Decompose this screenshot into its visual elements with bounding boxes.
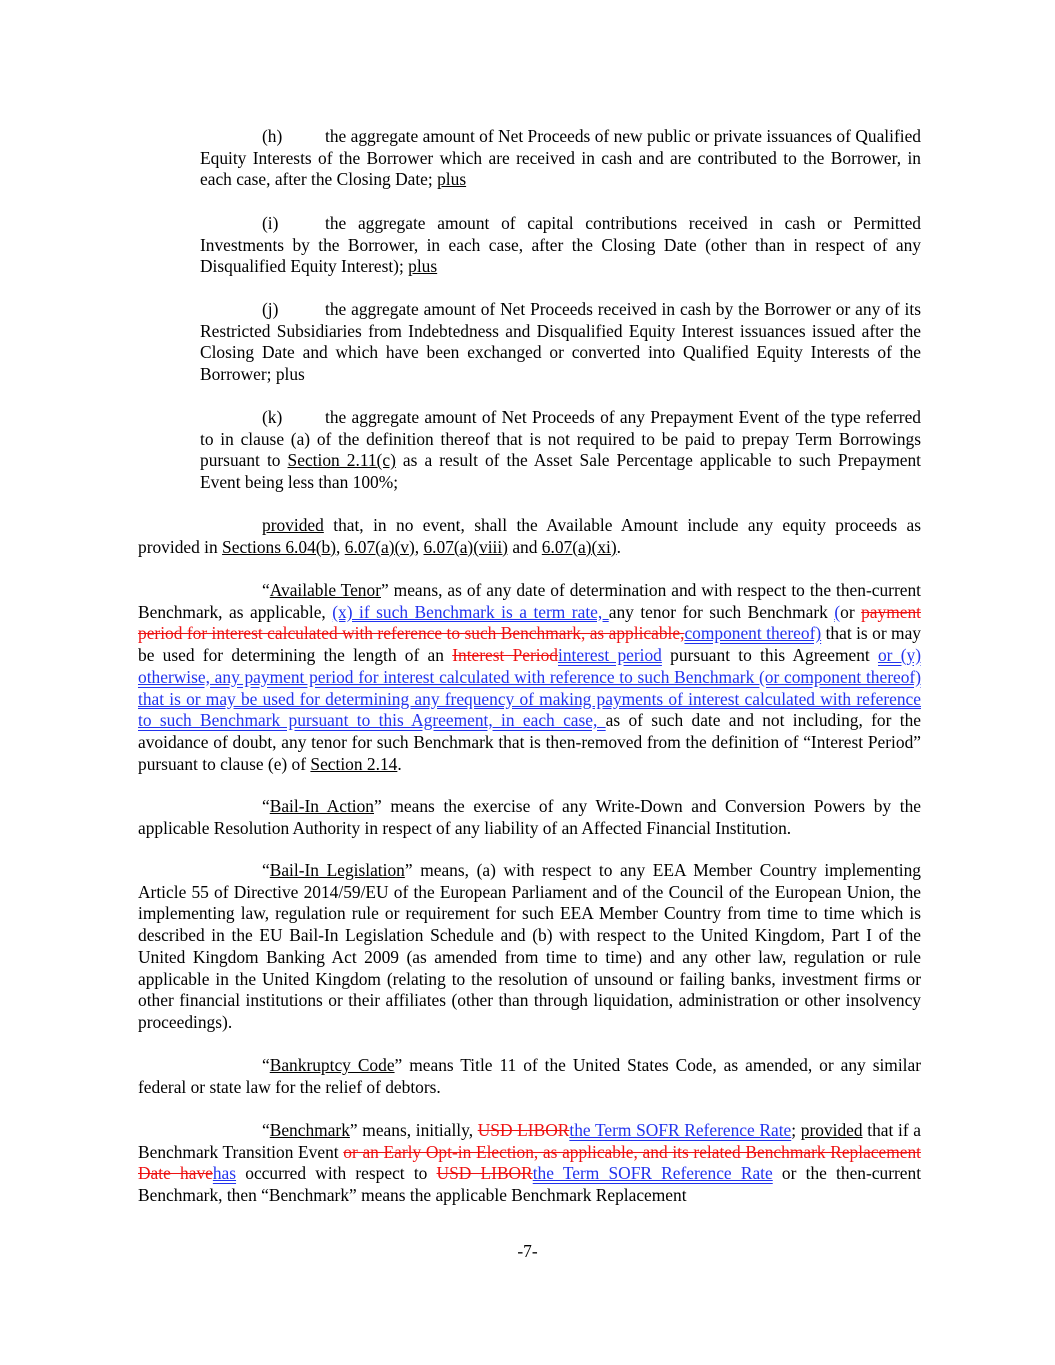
clause-j-text: the aggregate amount of Net Proceeds received in cash by the Borrower or any of its Restricted Subsidiaries from Indebtedness and Disqualified Equity Interest issuances issued after the Closing Date and which have been exchanged or converted into Qualified Equity Interests of the Borrower; plus — [200, 299, 921, 385]
definition-bankruptcy-code: “Bankruptcy Code” means Title 11 of the United States Code, as amended, or any similar federal or state law for the relief of debtors. — [138, 1055, 921, 1097]
provided-term: provided — [800, 1120, 863, 1140]
insertion: interest period — [558, 645, 662, 666]
section-2-14-ref: Section 2.14 — [310, 753, 398, 774]
section-2-11c-link: Section 2.11(c) — [287, 450, 396, 471]
deletion: or an Early Opt-in Election, as applicable, and its related Benchmark Replacement Date have — [138, 1141, 921, 1184]
proviso-paragraph: provided that, in no event, shall the Available Amount include any equity proceeds as provided in Sections 6.04(b), 6.07(a)(v), 6.07(a)(viii) and 6.07(a)(xi). — [138, 515, 921, 557]
insertion: has — [212, 1163, 237, 1184]
insertion: ( — [834, 601, 841, 622]
provided-term: provided — [262, 515, 324, 535]
clause-h — [200, 126, 921, 191]
clause-j-label: (j) — [262, 299, 279, 319]
definition-benchmark: “Benchmark” means, initially, USD LIBORthe Term SOFR Reference Rate; provided that if a Benchmark Transition Event or an Early Opt-in Election, as applicable, and its related Benchmark Replacement Date havehas occurred with respect to USD LIBORthe Term SOFR Reference Rate or the then-current Benchmark, then “Benchmark” means the applicable Benchmark Replacement — [138, 1120, 922, 1206]
clause-k-text: the aggregate amount of Net Proceeds of any Prepayment Event of the type referred to in clause (a) of the definition thereof that is not required to be paid to prepay Term Borrowings pursuant to — [200, 407, 921, 471]
proviso-text: that, in no event, shall the Available Amount include any equity proceeds as provided in — [138, 515, 921, 557]
clause-i-label: (i) — [262, 213, 279, 233]
clause-h-text: the aggregate amount of Net Proceeds of new public or private issuances of Qualified Equity Interests of the Borrower which are received in cash and are contributed to the Borrower, in each case, after the Closing Date; — [200, 126, 921, 190]
clause-i-plus: plus — [408, 256, 438, 277]
section-6-07av-ref: 6.07(a)(v) — [344, 536, 415, 557]
term-bail-in-legislation: Bail-In Legislation — [269, 860, 405, 880]
definition-bail-in-legislation: “Bail-In Legislation” means, (a) with respect to any EEA Member Country implementing Article 55 of Directive 2014/59/EU of the European Parliament and of the Council of the European Union, the implementing law, regulation rule or requirement for such EEA Member Country from time to time which is described in the EU Bail-In Legislation Schedule and (b) with respect to the United Kingdom, Part I of the United Kingdom Banking Act 2009 (as amended from time to time) and any other law, regulation or rule applicable in the United Kingdom (relating to the resolution of unsound or failing banks, investment firms or other financial institutions or their affiliates (other than through liquidation, administration or other insolvency proceedings). — [138, 860, 921, 1032]
deletion: USD LIBOR — [477, 1120, 570, 1140]
insertion: the Term SOFR Reference Rate — [569, 1120, 792, 1140]
deletion: payment period for interest calculated with reference to such Benchmark, as applicable, — [138, 601, 921, 644]
section-6-04b-ref: Sections 6.04(b) — [222, 536, 337, 557]
deletion: USD LIBOR — [436, 1163, 533, 1184]
section-6-07axi-ref: 6.07(a)(xi) — [541, 536, 617, 557]
page-number: -7- — [517, 1241, 538, 1261]
insertion: or (y) otherwise, any payment period for interest calculated with reference to such Benchmark (or component thereof) that is or may be used for determining any frequency of making payments of interest calculated with reference to such Benchmark pursuant to this Agreement, in each case, — [138, 645, 921, 731]
insertion: (x) if such Benchmark is a term rate, — [332, 601, 609, 622]
definition-available-tenor: “Available Tenor” means, as of any date of determination and with respect to the then-current Benchmark, as applicable, (x) if such Benchmark is a term rate, any tenor for such Benchmark (or payment period for interest calculated with reference to such Benchmark, as applicable,component thereof) that is or may be used for determining the length of an Interest Periodinterest period pursuant to this Agreement or (y) otherwise, any payment period for interest calculated with reference to such Benchmark (or component thereof) that is or may be used for determining any frequency of making payments of interest calculated with reference to such Benchmark pursuant to this Agreement, in each case, as of such date and not including, for the avoidance of doubt, any tenor for such Benchmark that is then-removed from the definition of “Interest Period” pursuant to clause (e) of Section 2.14. — [138, 580, 921, 774]
term-bail-in-action: Bail-In Action — [269, 796, 375, 816]
clause-k-label: (k) — [262, 407, 283, 427]
clause-i-text: the aggregate amount of capital contributions received in cash or Permitted Investments by the Borrower, in each case, after the Closing Date (other than in respect of any Disqualified Equity Interest); — [200, 213, 921, 277]
clause-k-text-end: as a result of the Asset Sale Percentage applicable to such Prepayment Event being less than 100%; — [200, 450, 922, 493]
deletion: Interest Period — [452, 645, 559, 666]
clause-h-plus: plus — [437, 169, 467, 190]
insertion: the Term SOFR Reference Rate — [532, 1163, 773, 1184]
insertion: component thereof) — [684, 623, 822, 644]
section-6-07aviii-ref: 6.07(a)(viii) — [423, 536, 508, 557]
clause-i — [200, 213, 921, 278]
clause-h-label: (h) — [262, 126, 283, 146]
clause-k — [200, 407, 921, 494]
term-benchmark: Benchmark — [269, 1120, 350, 1140]
term-available-tenor: Available Tenor — [269, 580, 381, 600]
clause-j — [200, 299, 921, 386]
definition-bail-in-action: “Bail-In Action” means the exercise of any Write-Down and Conversion Powers by the applicable Resolution Authority in respect of any liability of an Affected Financial Institution. — [138, 796, 921, 838]
term-bankruptcy-code: Bankruptcy Code — [269, 1055, 395, 1075]
